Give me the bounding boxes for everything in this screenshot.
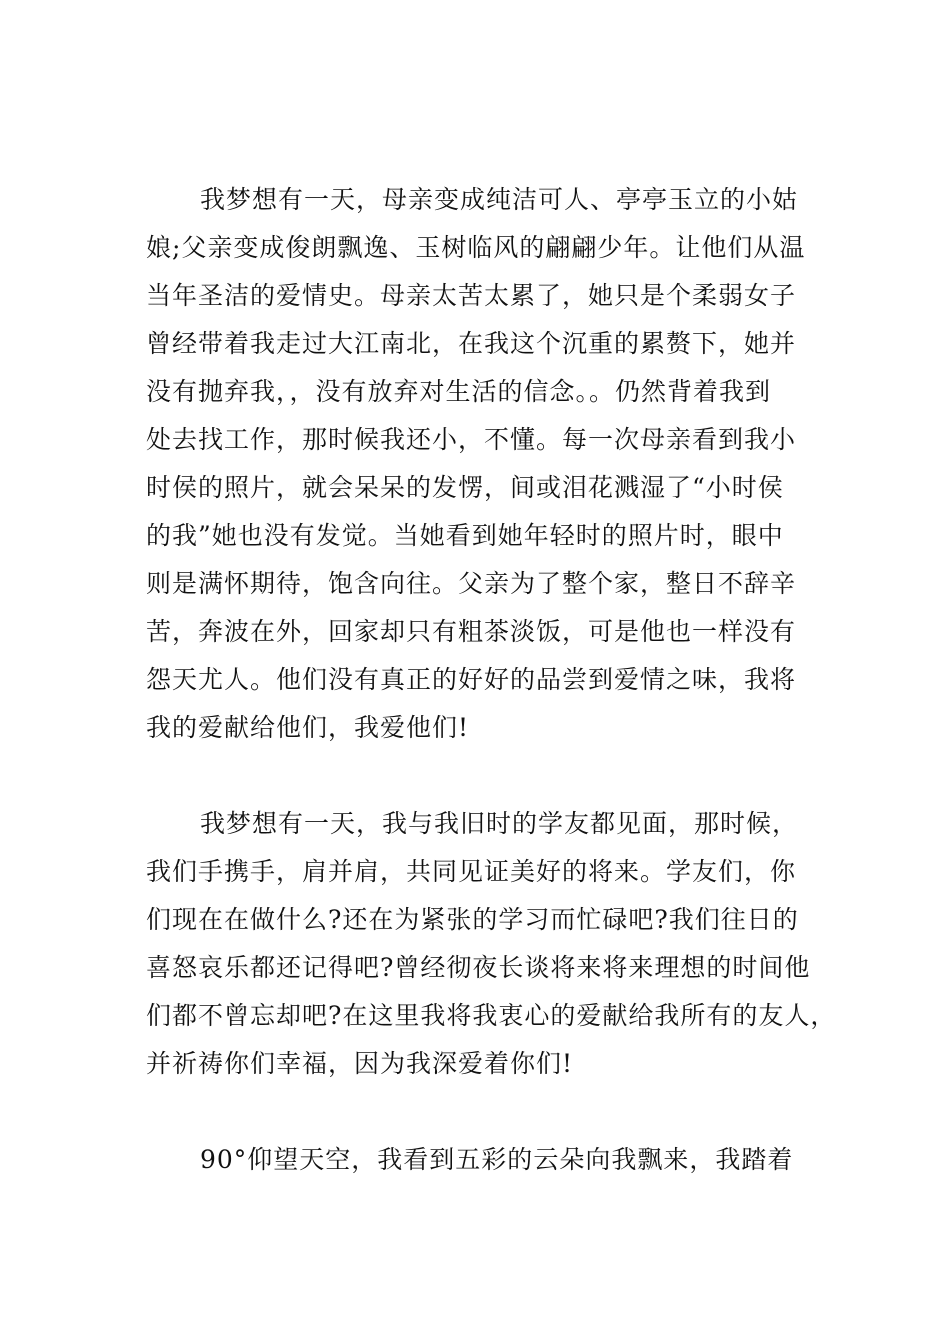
text-line: 们现在在做什么?还在为紧张的学习而忙碌吧?我们往日的 [146, 905, 799, 934]
text-line: 则是满怀期待，饱含向往。父亲为了整个家，整日不辞辛 [146, 569, 797, 598]
text-line: 娘;父亲变成俊朗飘逸、玉树临风的翩翩少年。让他们从温 [146, 233, 806, 262]
text-line: 处去找工作，那时候我还小，不懂。每一次母亲看到我小 [146, 425, 797, 454]
text-line: 怨天尤人。他们没有真正的好好的品尝到爱情之味，我将 [146, 665, 797, 694]
text-line: 并祈祷你们幸福，因为我深爱着你们! [146, 1049, 574, 1078]
paragraph-mother-father [146, 176, 810, 752]
text-line: 曾经带着我走过大江南北，在我这个沉重的累赘下，她并 [146, 329, 797, 358]
text-line: 的我”她也没有发觉。当她看到她年轻时的照片时，眼中 [146, 521, 784, 550]
paragraph-spacer [146, 752, 810, 800]
text-line: 当年圣洁的爱情史。母亲太苦太累了，她只是个柔弱女子 [146, 281, 797, 310]
text-line: 90°仰望天空，我看到五彩的云朵向我飘来，我踏着 [200, 1145, 794, 1174]
paragraph-looking-sky [146, 1136, 810, 1184]
text-line: 时侯的照片，就会呆呆的发愣，间或泪花溅湿了“小时侯 [146, 473, 784, 502]
text-line: 喜怒哀乐都还记得吧?曾经彻夜长谈将来将来理想的时间他 [146, 953, 811, 982]
text-line: 我的爱献给他们，我爱他们! [146, 713, 470, 742]
text-line: 我们手携手，肩并肩，共同见证美好的将来。学友们，你 [146, 857, 797, 886]
paragraph-school-friends [146, 800, 837, 1088]
text-line: 我梦想有一天，我与我旧时的学友都见面，那时候， [200, 809, 799, 838]
text-line: 们都不曾忘却吧?在这里我将我衷心的爱献给我所有的友人， [146, 1001, 837, 1030]
text-line: 没有抛弃我，，没有放弃对生活的信念。。仍然背着我到 [146, 377, 772, 406]
text-line: 我梦想有一天，母亲变成纯洁可人、亭亭玉立的小姑 [200, 185, 799, 214]
document-body [146, 176, 837, 1184]
text-line: 苦，奔波在外，回家却只有粗茶淡饭，可是他也一样没有 [146, 617, 797, 646]
paragraph-spacer [146, 1088, 810, 1136]
